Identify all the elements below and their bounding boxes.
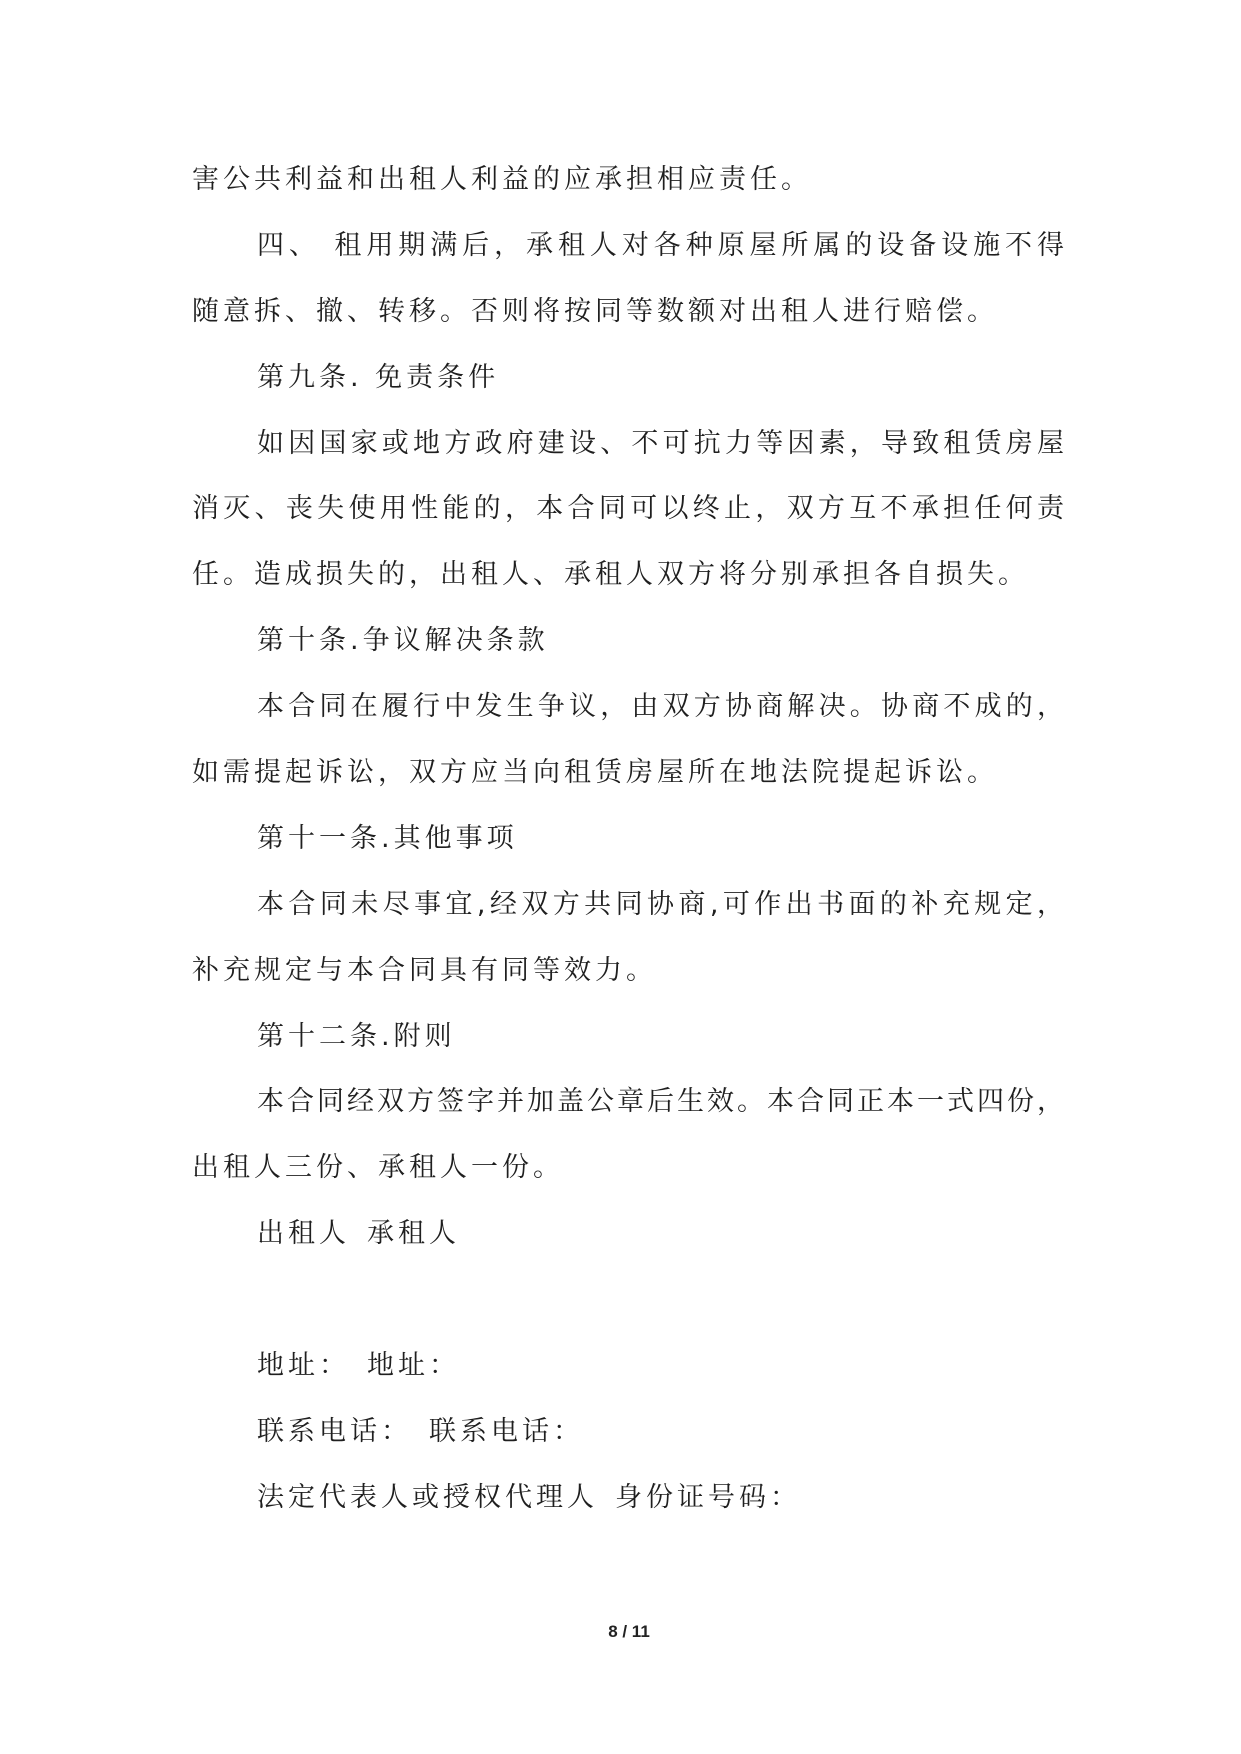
clause-11-body-line: 本合同未尽事宜,经双方共同协商,可作出书面的补充规定， xyxy=(257,888,1066,920)
lessee-label: 承租人 xyxy=(367,1218,460,1250)
lessor-phone-label: 联系电话： xyxy=(257,1415,412,1447)
clause-12-body-line: 本合同经双方签字并加盖公章后生效。本合同正本一式四份， xyxy=(257,1086,1066,1118)
id-number-label: 身份证号码： xyxy=(615,1481,801,1513)
clause-12-heading: 第十二条.附则 xyxy=(257,1020,456,1052)
representative-label: 法定代表人或授权代理人 xyxy=(257,1481,598,1513)
item-4-text-line: 四、 租用期满后，承租人对各种原屋所属的设备设施不得 xyxy=(257,229,1066,261)
document-body xyxy=(192,147,1066,1531)
contact-phone-row xyxy=(192,1399,1066,1465)
item-4-text-line: 随意拆、撤、转移。否则将按同等数额对出租人进行赔偿。 xyxy=(192,295,998,327)
lessor-label: 出租人 xyxy=(257,1218,350,1250)
clause-10-body-line: 本合同在履行中发生争议，由双方协商解决。协商不成的， xyxy=(257,691,1066,723)
lessor-address-label: 地址： xyxy=(257,1350,350,1382)
lessee-phone-label: 联系电话： xyxy=(429,1415,584,1447)
page-number: 8 / 11 xyxy=(608,1622,650,1641)
lessee-address-label: 地址： xyxy=(367,1350,460,1382)
signature-parties-row xyxy=(192,1201,1066,1267)
clause-10-heading: 第十条.争议解决条款 xyxy=(257,625,549,657)
clause-11-heading: 第十一条.其他事项 xyxy=(257,822,518,854)
clause-12-body-line: 出租人三份、承租人一份。 xyxy=(192,1152,564,1184)
blank-line xyxy=(192,1267,1066,1333)
clause-11-body-line: 补充规定与本合同具有同等效力。 xyxy=(192,954,657,986)
clause-10-body-line: 如需提起诉讼，双方应当向租赁房屋所在地法院提起诉讼。 xyxy=(192,757,998,789)
address-row xyxy=(192,1333,1066,1399)
clause-9-heading: 第九条. 免责条件 xyxy=(257,361,500,393)
representative-id-row xyxy=(192,1465,1066,1531)
clause-9-body-line: 消灭、丧失使用性能的，本合同可以终止，双方互不承担任何责 xyxy=(192,493,1066,525)
clause-9-body-line: 如因国家或地方政府建设、不可抗力等因素，导致租赁房屋 xyxy=(257,427,1066,459)
previous-clause-tail-line: 害公共利益和出租人利益的应承担相应责任。 xyxy=(192,164,812,195)
clause-9-body-line: 任。造成损失的，出租人、承租人双方将分别承担各自损失。 xyxy=(192,559,1029,591)
